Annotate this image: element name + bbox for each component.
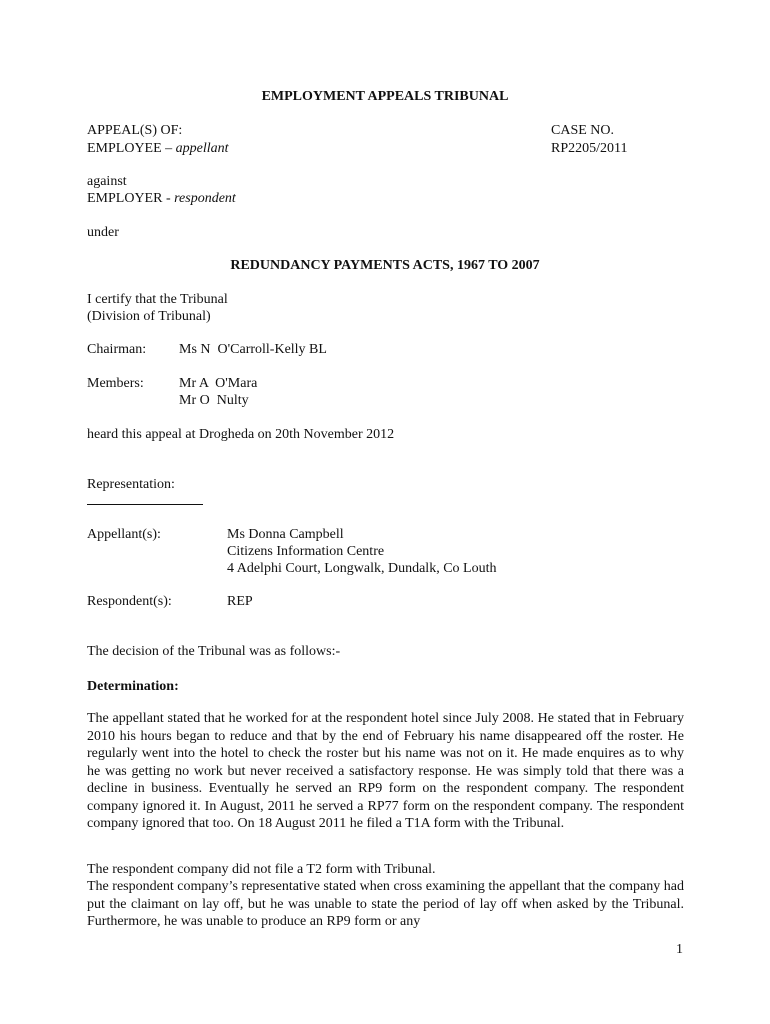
determination-paragraph-2: The respondent company’s representative stated when cross examining the appellant that the company had put the claimant on lay off, but he was unable to state the period of lay off when asked by the Tribunal. Furthermore, he was unable to produce an RP9 form or any bbox=[87, 879, 684, 929]
under-label: under bbox=[87, 225, 119, 240]
employer-label: EMPLOYER - bbox=[87, 191, 171, 206]
appellant-role: appellant bbox=[175, 141, 229, 156]
appellant-rep-org: Citizens Information Centre bbox=[227, 544, 385, 559]
page-number: 1 bbox=[676, 942, 683, 957]
appellant-rep-name: Ms Donna Campbell bbox=[227, 527, 344, 542]
representation-underline bbox=[87, 504, 203, 505]
appellant-rep-address: 4 Adelphi Court, Longwalk, Dundalk, Co Louth bbox=[227, 561, 497, 576]
respondents-label: Respondent(s): bbox=[87, 594, 172, 609]
respondent-role: respondent bbox=[174, 191, 236, 206]
certify-line-1: I certify that the Tribunal bbox=[87, 292, 228, 307]
case-no-value: RP2205/2011 bbox=[551, 141, 628, 156]
act-heading: REDUNDANCY PAYMENTS ACTS, 1967 TO 2007 bbox=[230, 258, 540, 273]
against-label: against bbox=[87, 174, 127, 189]
employee-dash: – bbox=[165, 141, 173, 156]
chairman-name: Ms N O'Carroll-Kelly BL bbox=[179, 342, 327, 357]
appeal-of-label: APPEAL(S) OF: bbox=[87, 123, 183, 138]
employer-line bbox=[87, 190, 236, 208]
chairman-label: Chairman: bbox=[87, 342, 147, 357]
decision-intro: The decision of the Tribunal was as follows:- bbox=[87, 644, 341, 659]
determination-paragraph-1: The appellant stated that he worked for at the respondent hotel since July 2008. He stated that in February 2010 his hours began to reduce and that by the end of February his name disappeared off the roster. He regularly went into the hotel to check the roster but his name was not on it. He made enquires as to why he was getting no work but never received a satisfactory response. He was simply told that there was a decline in business. Eventually he served an RP9 form on the respondent company. The respondent company ignored it. In August, 2011 he served a RP77 form on the respondent company. The respondent company ignored that too. On 18 August 2011 he filed a T1A form with the Tribunal. bbox=[87, 711, 684, 831]
determination-heading: Determination: bbox=[87, 679, 179, 694]
case-no-label: CASE NO. bbox=[551, 123, 615, 138]
members-label: Members: bbox=[87, 376, 144, 391]
heard-line: heard this appeal at Drogheda on 20th November 2012 bbox=[87, 427, 395, 442]
member-2: Mr O Nulty bbox=[179, 393, 249, 408]
determination-paragraph-2-line-1: The respondent company did not file a T2 form with Tribunal. bbox=[87, 862, 436, 877]
representation-label: Representation: bbox=[87, 477, 175, 492]
respondent-rep: REP bbox=[227, 594, 253, 609]
document-title: EMPLOYMENT APPEALS TRIBUNAL bbox=[261, 89, 509, 104]
employee-label: EMPLOYEE bbox=[87, 141, 162, 156]
appellants-label: Appellant(s): bbox=[87, 527, 161, 542]
employee-line bbox=[87, 140, 229, 158]
certify-line-2: (Division of Tribunal) bbox=[87, 309, 211, 324]
member-1: Mr A O'Mara bbox=[179, 376, 258, 391]
